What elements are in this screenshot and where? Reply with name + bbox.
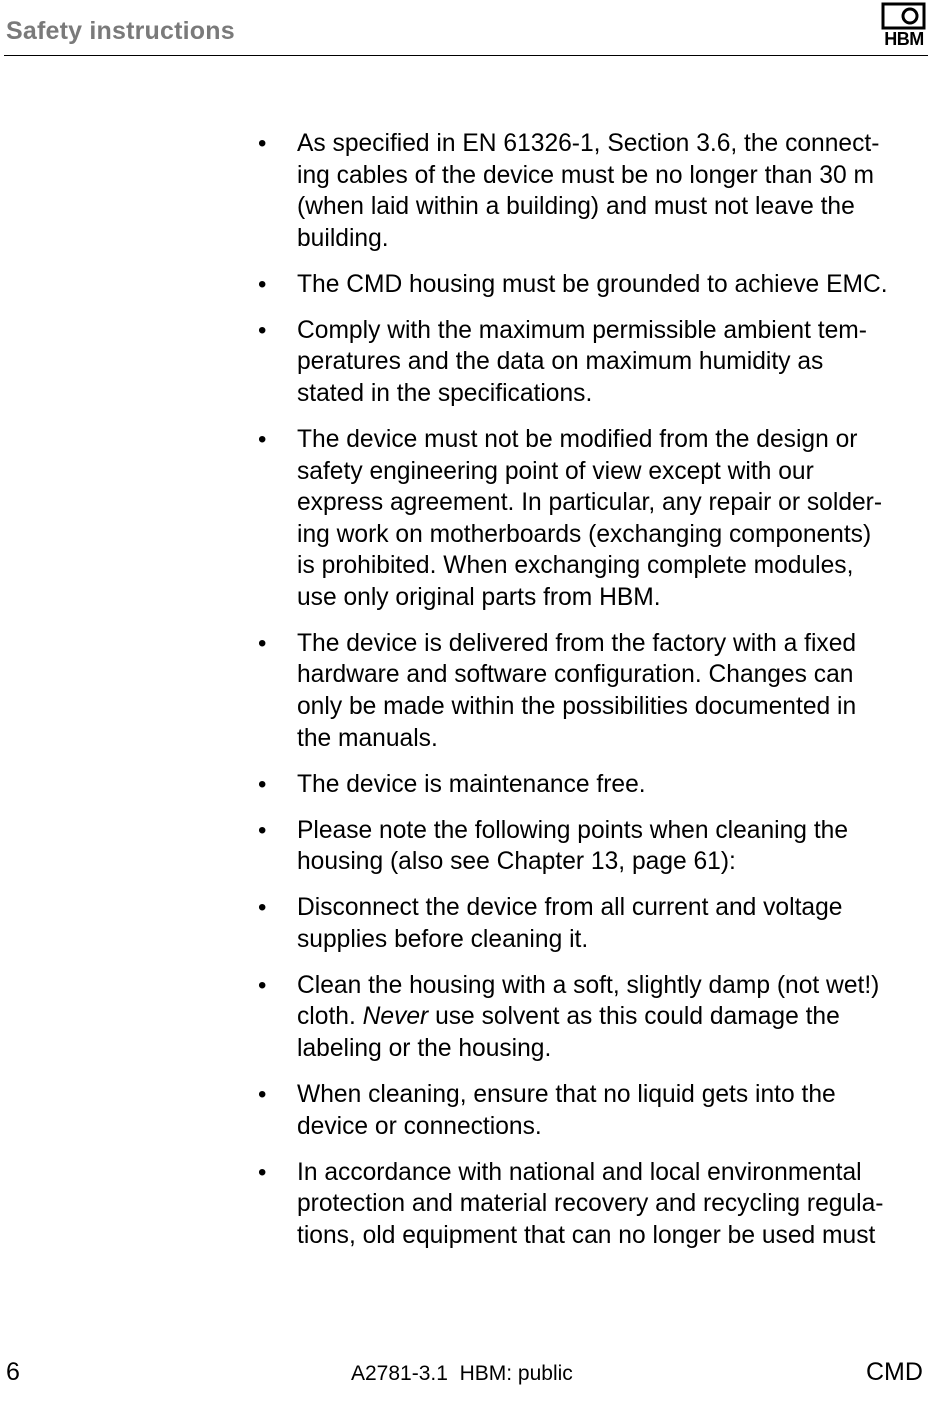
list-item [258,815,940,878]
text-line: The device must not be modified from the design or [297,425,858,453]
bullet-icon: • [258,1080,267,1108]
text-line: express agreement. In particular, any repair or solder- [297,489,883,517]
bullet-icon: • [258,425,267,453]
text-line-rest: use solvent as this could damage the [428,1003,840,1031]
list-item [258,892,940,955]
list-item [258,1079,940,1142]
hbm-logo [876,2,932,50]
bullet-icon: • [258,629,267,657]
text-line: only be made within the possibilities documented in [297,693,857,721]
text-line: peratures and the data on maximum humidity as [297,348,824,376]
bullet-icon: • [258,816,267,844]
bullet-icon: • [258,130,267,157]
text-line: safety engineering point of view except with our [297,457,814,485]
hbm-logo-mark-icon [876,2,932,32]
text-line: the manuals. [297,724,438,752]
emphasis-text: Never [362,1003,429,1031]
list-item [258,1157,940,1252]
header-divider [4,55,928,56]
text-line: The device is delivered from the factory with a fixed [297,629,857,657]
list-item [258,424,940,614]
text-line: The CMD housing must be grounded to achieve EMC. [297,270,888,298]
text-line: (when laid within a building) and must not leave the [297,193,855,221]
text-line: device or connections. [297,1112,542,1140]
text-line: Please note the following points when cleaning the [297,816,849,844]
page-number: 6 [6,1358,20,1386]
text-line: housing (also see Chapter 13, page 61): [297,848,736,876]
bullet-icon: • [258,1158,267,1186]
text-line: The device is maintenance free. [297,770,646,798]
logo-text: HBM [884,29,924,49]
bullet-icon: • [258,894,267,922]
list-item [258,315,940,410]
text-line: When cleaning, ensure that no liquid gets into the [297,1080,836,1108]
text-line: supplies before cleaning it. [297,925,589,953]
text-line: Clean the housing with a soft, slightly damp (not wet!) [297,971,880,999]
list-item [258,128,940,254]
text-line: As specified in EN 61326-1, Section 3.6, the connect- [297,130,880,157]
text-line: In accordance with national and local environmental [297,1158,862,1186]
text-line-with-emphasis [297,1001,940,1033]
text-line: stated in the specifications. [297,379,593,407]
text-line: ing work on motherboards (exchanging components) [297,520,872,548]
text-line: Comply with the maximum permissible ambient tem- [297,316,867,344]
text-line: is prohibited. When exchanging complete modules, [297,552,854,580]
text-line: Disconnect the device from all current and voltage [297,894,843,922]
list-item [258,769,940,801]
text-line: building. [297,224,389,252]
text-line: tions, old equipment that can no longer be used must [297,1221,876,1249]
text-line: labeling or the housing. [297,1034,552,1062]
bullet-icon: • [258,316,267,344]
product-name: CMD [866,1358,923,1386]
text-line: protection and material recovery and recycling regula- [297,1190,884,1218]
text-line: hardware and software configuration. Changes can [297,661,854,689]
list-item [258,269,940,301]
text-line: use only original parts from HBM. [297,583,661,611]
text-line-start: cloth. [297,1003,356,1031]
safety-bullet-list [258,128,940,1266]
section-title: Safety instructions [6,17,235,45]
document-info: A2781-3.1 HBM: public [351,1362,573,1385]
bullet-icon: • [258,270,267,298]
list-item [258,628,940,754]
bullet-icon: • [258,971,267,999]
text-line: ing cables of the device must be no longer than 30 m [297,161,874,189]
list-item [258,970,940,1065]
bullet-icon: • [258,770,267,798]
